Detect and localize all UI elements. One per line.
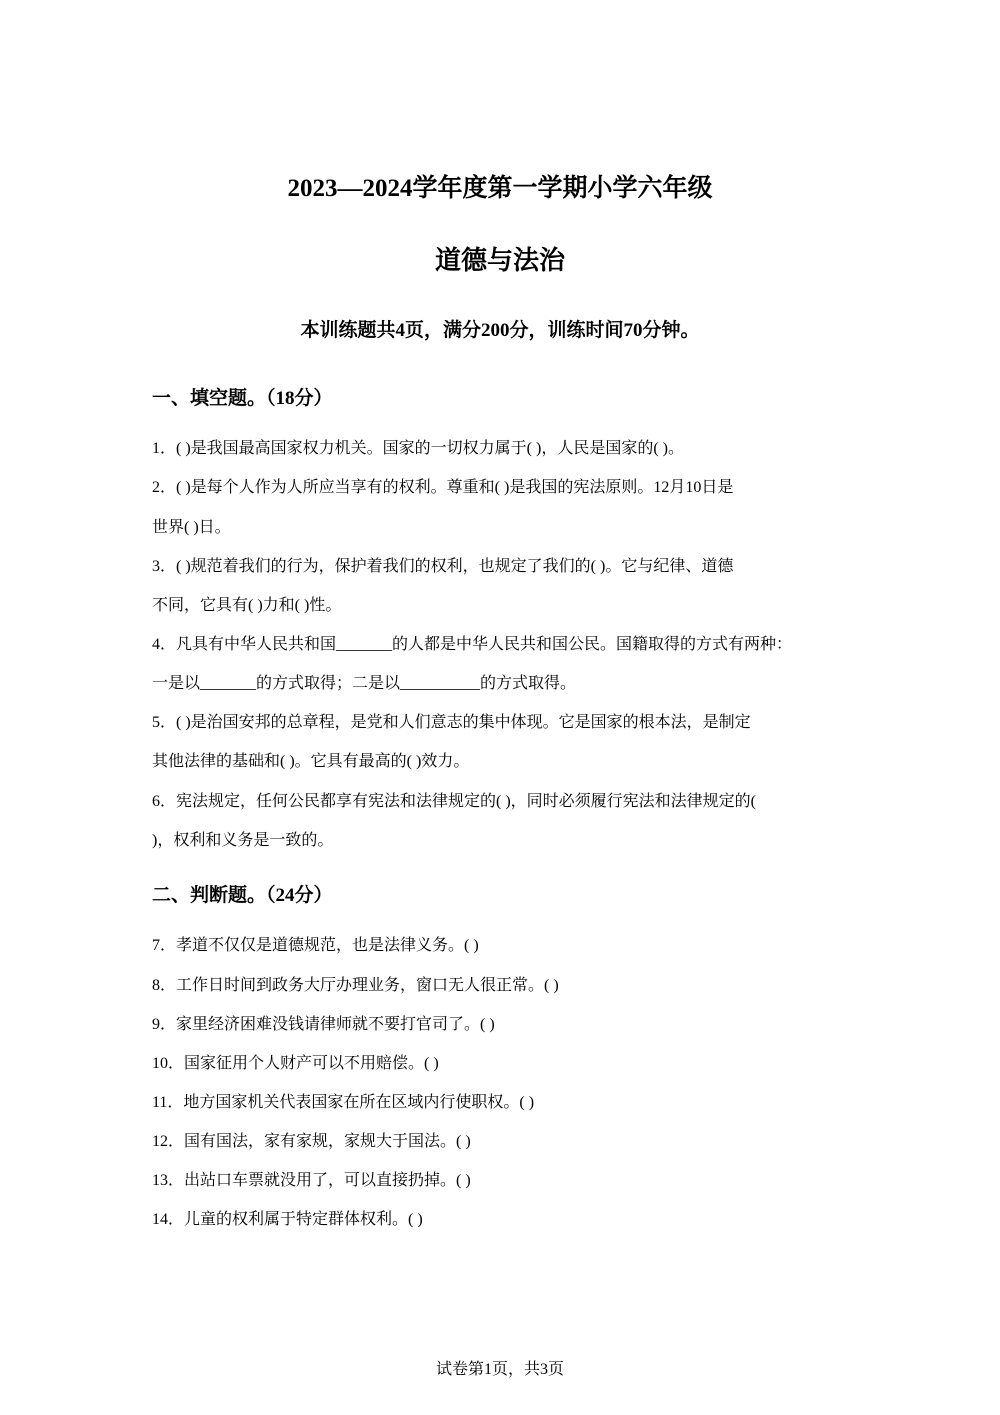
page-footer: 试卷第1页，共3页	[435, 1361, 564, 1378]
section-heading-fill-blank: 一、填空题。（18分）	[152, 388, 333, 409]
question-line: 11．地方国家机关代表国家在所在区域内行使职权。( )	[152, 1094, 535, 1111]
question-line: 8．工作日时间到政务大厅办理业务，窗口无人很正常。( )	[152, 977, 559, 994]
question-line: 3．( )规范着我们的行为，保护着我们的权利，也规定了我们的( )。它与纪律、道德	[152, 558, 734, 575]
question-line: 不同，它具有( )力和( )性。	[152, 597, 342, 614]
question-line: 一是以_______的方式取得；二是以__________的方式取得。	[152, 675, 577, 692]
question-line: 1．( )是我国最高国家权力机关。国家的一切权力属于( )，人民是国家的( )。	[152, 440, 684, 457]
question-line: )，权利和义务是一致的。	[152, 832, 334, 849]
question-line: 2．( )是每个人作为人所应当享有的权利。尊重和( )是我国的宪法原则。12月10日是	[152, 479, 734, 496]
exam-title: 2023—2024学年度第一学期小学六年级	[287, 175, 713, 202]
question-line: 12．国有国法，家有家规，家规大于国法。( )	[152, 1133, 471, 1150]
question-line: 9．家里经济困难没钱请律师就不要打官司了。( )	[152, 1016, 495, 1033]
section-heading-true-false: 二、判断题。（24分）	[152, 885, 333, 906]
question-line: 7．孝道不仅仅是道德规范，也是法律义务。( )	[152, 937, 479, 954]
subject-title: 道德与法治	[434, 246, 565, 275]
question-line: 6．宪法规定，任何公民都享有宪法和法律规定的( )，同时必须履行宪法和法律规定的(	[152, 793, 756, 810]
question-line: 世界( )日。	[152, 519, 231, 536]
question-line: 5．( )是治国安邦的总章程，是党和人们意志的集中体现。它是国家的根本法，是制定	[152, 714, 751, 731]
exam-info: 本训练题共4页，满分200分，训练时间70分钟。	[300, 320, 700, 341]
question-line: 13．出站口车票就没用了，可以直接扔掉。( )	[152, 1172, 471, 1189]
question-line: 其他法律的基础和( )。它具有最高的( )效力。	[152, 753, 470, 770]
question-line: 10．国家征用个人财产可以不用赔偿。( )	[152, 1055, 439, 1072]
question-line: 14．儿童的权利属于特定群体权利。( )	[152, 1211, 423, 1228]
question-line: 4．凡具有中华人民共和国_______的人都是中华人民共和国公民。国籍取得的方式有两种：	[152, 636, 793, 653]
